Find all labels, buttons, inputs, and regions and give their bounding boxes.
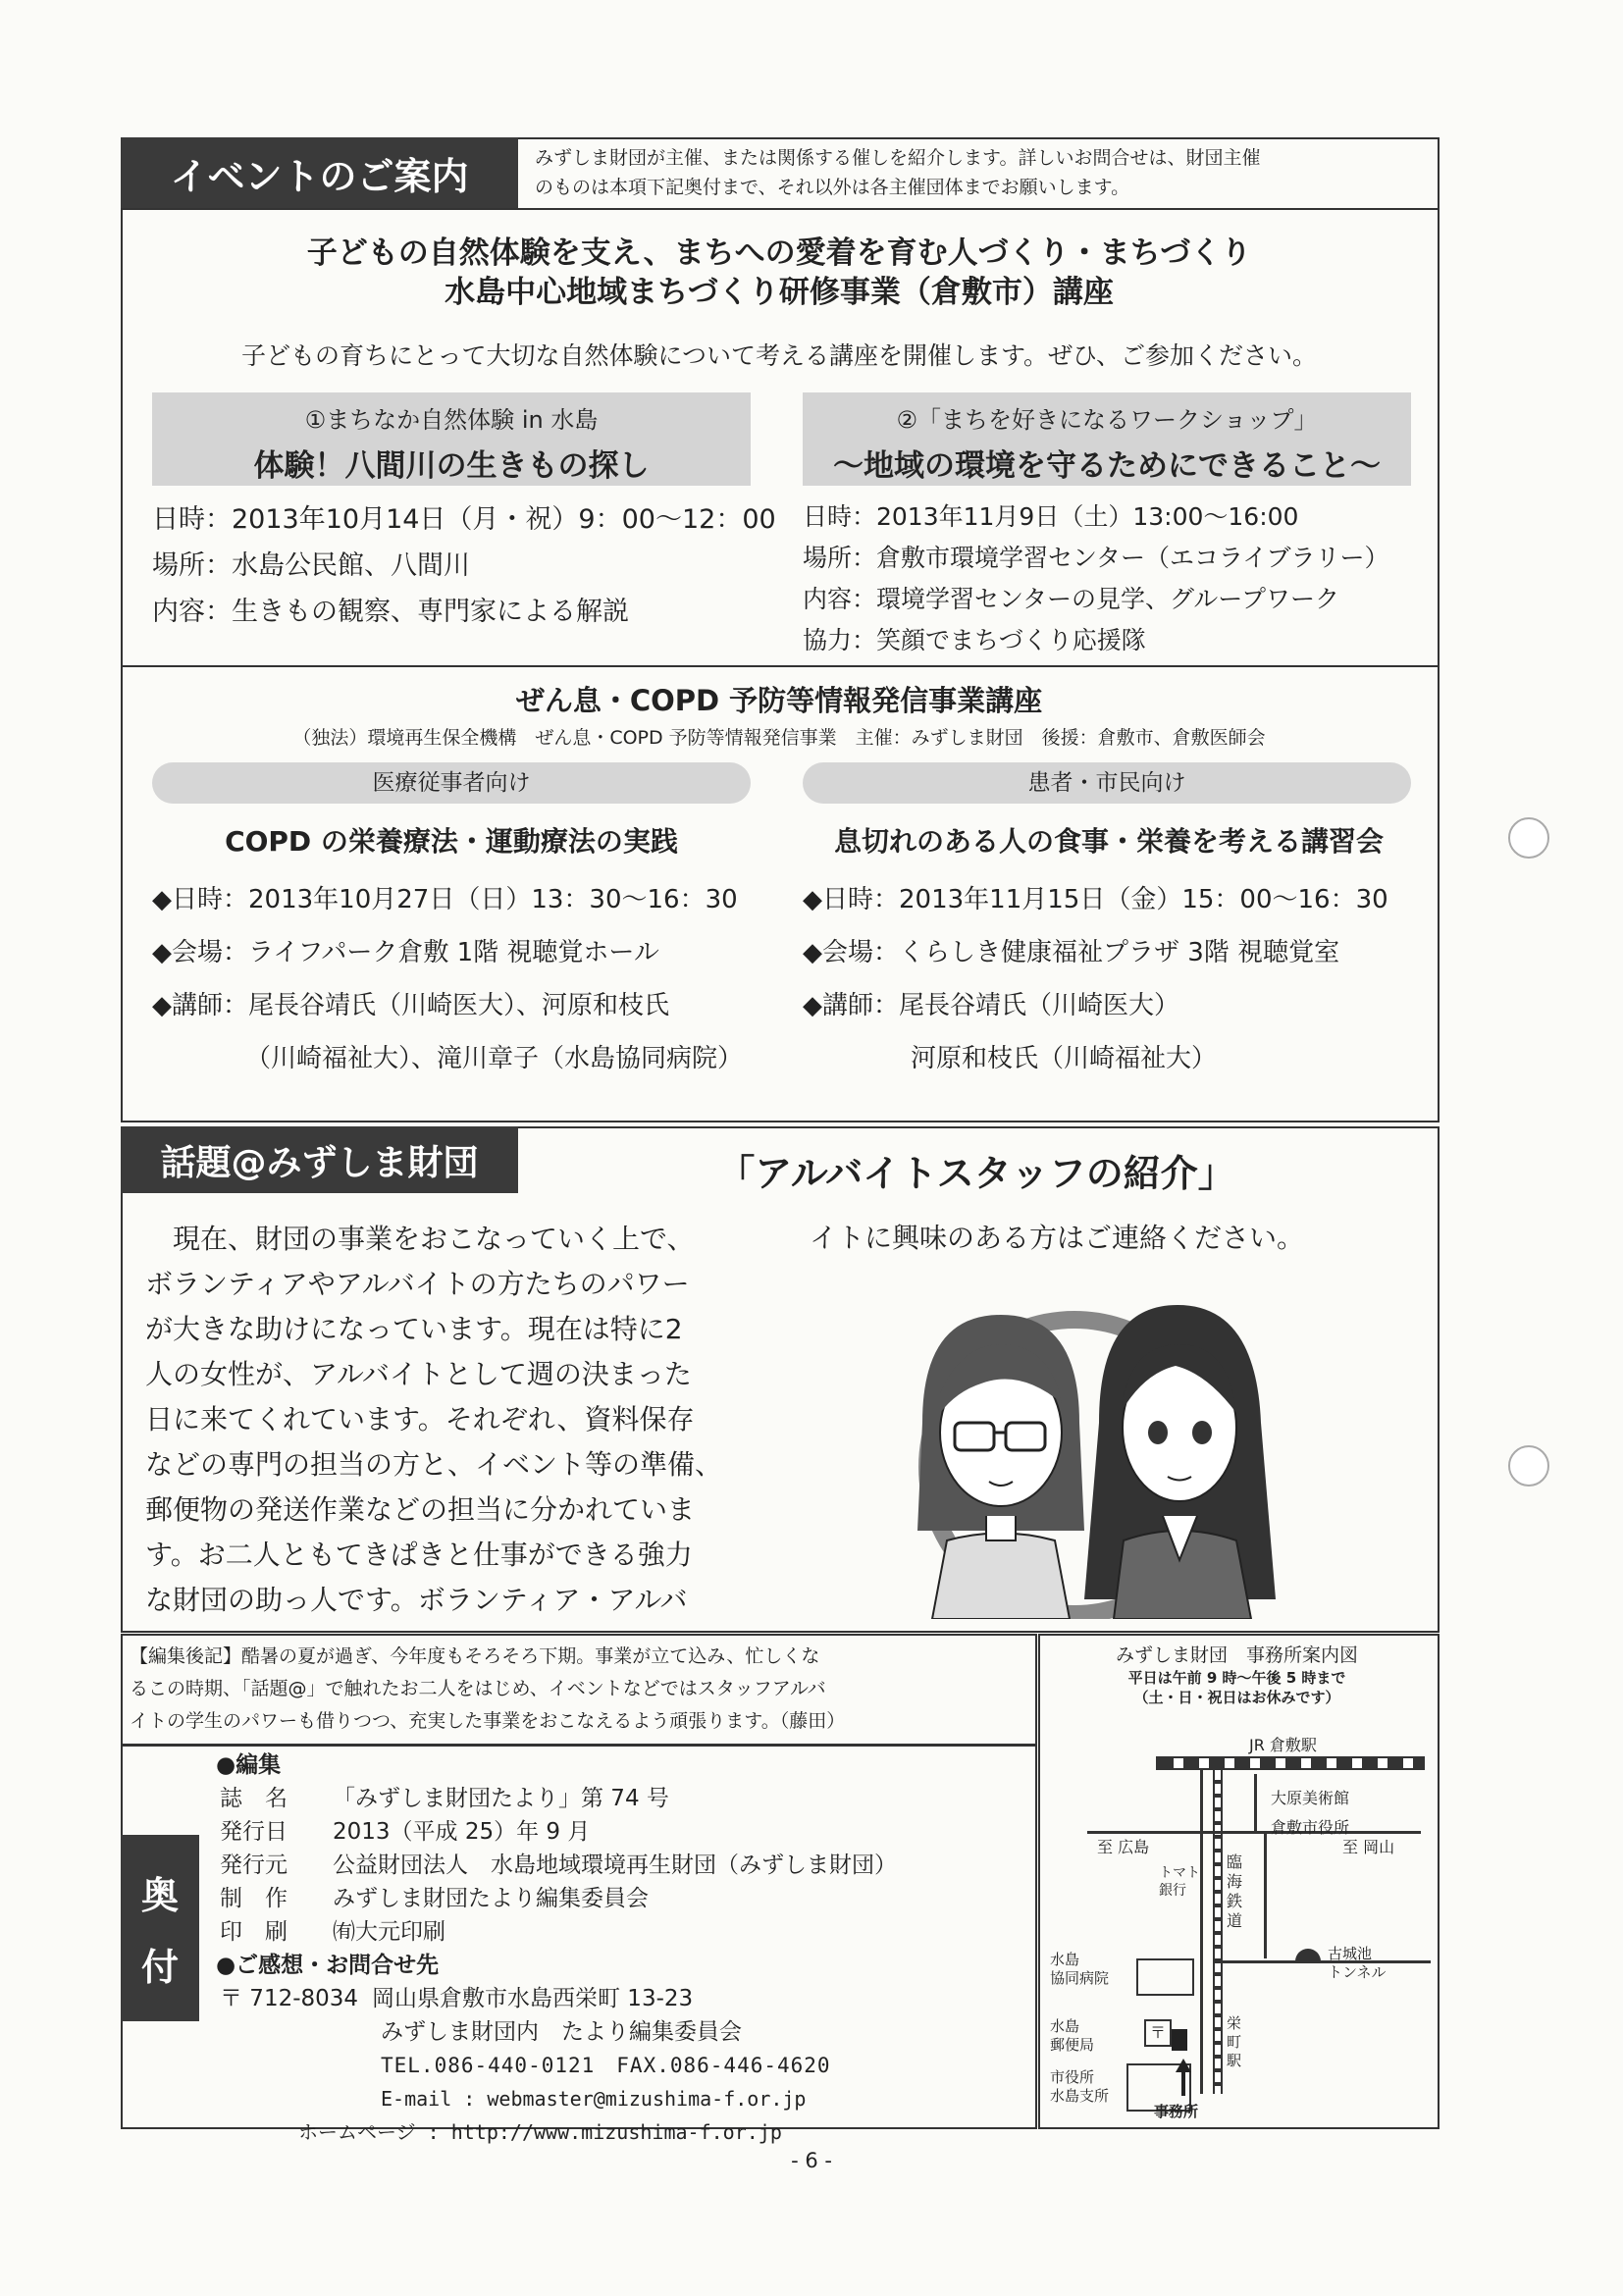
office-marker	[1172, 2029, 1187, 2051]
events-divider	[121, 665, 1438, 667]
sakae-station-label: 栄 町 駅	[1227, 2014, 1242, 2069]
colophon-editing: ●編集 誌 名 「みずしま財団たより」第 74 号 発行日 2013（平成 25）年 9 月 発行元 公益財団法人 水島地域環境再生財団（みずしま財団） 制 作 みずしま財団たより編集委員会 印 刷 ㈲大元印刷 ●ご感想・お問合せ先 〒 712-8034 岡山県倉敷市水島西栄町 13-23 みずしま財団内 たより編集委員会 TEL.086-440-0121 FAX.086-446-4620 E-mail : webmaster@mizushima-f.or.jp ホームページ : http://www.mizushima-f.or.jp	[216, 1752, 897, 2144]
hospital-block	[1136, 1958, 1194, 1996]
jr-railway	[1156, 1756, 1425, 1770]
event2-left-pill: 医療従事者向け	[152, 762, 751, 804]
binder-hole-bottom	[1508, 1445, 1549, 1487]
postscript-text: 【編集後記】酷暑の夏が過ぎ、今年度もそろそろ下期。事業が立て込み、忙しくな るこの時期、「話題@」で触れたお二人をはじめ、イベントなどではスタッフアルバ イトの学生のパワーも借りつつ、充実した事業をおこなえるよう頑張ります。（藤田）	[130, 1645, 846, 1732]
events-tab-divider	[121, 208, 1438, 210]
staff-illustration	[864, 1276, 1335, 1619]
event1-left-details: 日時：2013年10月14日（月・祝）9：00～12：00 場所：水島公民館、八間川 内容：生きもの観察、専門家による解説	[152, 504, 776, 627]
topic-body-continued: イトに興味のある方はご連絡ください。	[810, 1222, 1305, 1254]
event2-org: （独法）環境再生保全機構 ぜん息・COPD 予防等情報発信事業 主催：みずしま財団 後援：倉敷市、倉敷医師会	[292, 727, 1266, 749]
event1-right-details: 日時：2013年11月9日（土）13:00～16:00 場所：倉敷市環境学習センター（エコライブラリー） 内容：環境学習センターの見学、グループワーク 協力：笑顔でまちづくり応援隊	[803, 502, 1389, 654]
tunnel-road	[1215, 1960, 1431, 1963]
topic-body: 現在、財団の事業をおこなっていく上で、 ボランティアやアルバイトの方たちのパワー が大きな助けになっています。現在は特に2 人の女性が、アルバイトとして週の決まった 日に来てくれています。それぞれ、資料保存 などの専門の担当の方と、イベント等の準備、 郵便物の発送作業などの担当に分かれていま す。お二人ともてきぱきと仕事ができる強力 な財団の助っ人です。ボランティア・アルバ	[145, 1223, 723, 1616]
main-road	[1200, 1770, 1203, 2094]
branch-office-label: 市役所 水島支所	[1050, 2068, 1110, 2105]
event1-lead: 子どもの育ちにとって大切な自然体験について考える講座を開催します。ぜひ、ご参加ください。	[240, 341, 1317, 370]
tomato-bank-label: トマト 銀行	[1159, 1865, 1200, 1899]
event2-left-details: ◆日時：2013年10月27日（日）13：30～16：30 ◆会場：ライフパーク倉敷 1階 視聴覚ホール ◆講師：尾長谷靖氏（川崎医大）、河原和枝氏 （川崎福祉大）、滝川章子（水島協同病院）	[152, 885, 744, 1073]
to-hiroshima-label: 至 広島	[1097, 1838, 1150, 1856]
event2-left-name: COPD の栄養療法・運動療法の実践	[225, 825, 678, 858]
to-okayama-label: 至 岡山	[1342, 1838, 1395, 1856]
ohara-road	[1254, 1774, 1257, 1833]
ohara-museum-label: 大原美術館	[1271, 1789, 1350, 1807]
event2-title: ぜん息・COPD 予防等情報発信事業講座	[515, 684, 1043, 717]
hospital-label: 水島 協同病院	[1050, 1951, 1110, 1987]
office-arrow-shaft	[1181, 2070, 1185, 2096]
event2-right-details: ◆日時：2013年11月15日（金）15：00～16：30 ◆会場：くらしき健康福祉プラザ 3階 視聴覚室 ◆講師：尾長谷靖氏（川崎医大） 河原和枝氏（川崎福祉大）	[803, 885, 1388, 1073]
office-label: 事務所	[1154, 2103, 1199, 2120]
event1-left-header: ①まちなか自然体験 in 水島 体験！八間川の生きもの探し	[152, 392, 751, 486]
rinkai-railway	[1213, 1770, 1223, 2094]
map-title: みずしま財団 事務所案内図	[1115, 1644, 1358, 1666]
map-hours: 平日は午前 9 時～午後 5 時まで （土・日・祝日はお休みです）	[1127, 1669, 1346, 1706]
event2-right-pill: 患者・市民向け	[803, 762, 1411, 804]
rinkai-railway-label: 臨 海 鉄 道	[1227, 1852, 1243, 1930]
colophon-tab: 奥 付	[121, 1835, 199, 2021]
event1-right-header: ②「まちを好きになるワークショップ」 ～地域の環境を守るためにできること～	[803, 392, 1411, 486]
topic-title: 「アルバイトスタッフの紹介」	[717, 1152, 1235, 1195]
city-hall-label: 倉敷市役所	[1271, 1818, 1350, 1837]
jr-station-label: JR 倉敷駅	[1249, 1736, 1317, 1754]
tunnel-label: 古城池 トンネル	[1328, 1945, 1387, 1981]
page-number: - 6 -	[791, 2149, 832, 2172]
map-area	[1038, 1715, 1436, 2125]
events-tab: イベントのご案内	[121, 137, 518, 208]
topic-tab: 話題@みずしま財団	[121, 1126, 518, 1193]
events-intro: みずしま財団が主催、または関係する催しを紹介します。詳しいお問合せは、財団主催 のものは本項下記奥付まで、それ以外は各主催団体までお願いします。	[535, 147, 1261, 198]
binder-hole-top	[1508, 817, 1549, 859]
city-road	[1264, 1831, 1267, 1958]
event1-title: 子どもの自然体験を支え、まちへの愛着を育む人づくり・まちづくり 水島中心地域まちづくり研修事業（倉敷市）講座	[306, 235, 1252, 310]
tunnel-icon	[1295, 1949, 1321, 1962]
post-office-icon: 〒	[1144, 2019, 1172, 2047]
post-office-label: 水島 郵便局	[1050, 2017, 1095, 2054]
event2-right-name: 息切れのある人の食事・栄養を考える講習会	[833, 825, 1384, 858]
